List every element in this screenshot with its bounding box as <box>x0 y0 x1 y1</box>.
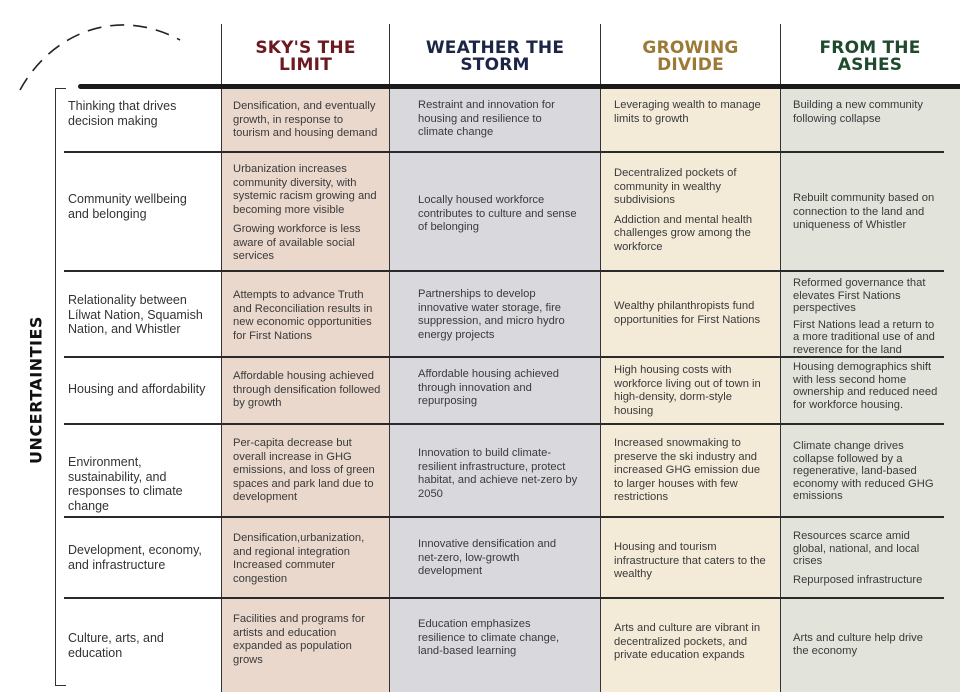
row-divider <box>64 151 944 153</box>
cell-weather-relationality: Partnerships to develop innovative water storage, fire suppression, and micro hydro energy projects <box>418 288 565 341</box>
cell-ashes-environment: Climate change drives collapse followed by a regenerative, land-based economy with reduced GHG emissions <box>793 440 934 502</box>
row-label-decision-making: Thinking that drives decision making <box>68 99 177 128</box>
cell-sky-culture: Facilities and programs for artists and education expanded as population grows <box>233 613 365 666</box>
cell-growing-environment: Increased snowmaking to preserve the ski industry and increased GHG emission due to larger houses with few restrictions <box>614 437 761 503</box>
cell-weather-environment: Innovation to build climate-resilient infrastructure, protect habitat, and achieve net-zero by 2050 <box>418 447 578 500</box>
cell-growing-housing: High housing costs with workforce living out of town in high-density, dorm-style housing <box>614 364 761 417</box>
row-label-housing: Housing and affordability <box>68 382 206 396</box>
header-rule <box>78 84 960 89</box>
row-label-culture: Culture, arts, and education <box>68 631 164 660</box>
cell-growing-decision: Leveraging wealth to manage limits to growth <box>614 99 761 125</box>
cell-growing-relationality: Wealthy philanthropists fund opportunities for First Nations <box>614 300 761 326</box>
cell-growing-culture: Arts and culture are vibrant in decentralized pockets, and private education expands <box>614 622 761 661</box>
cell-growing-development: Housing and tourism infrastructure that caters to the wealthy <box>614 541 766 580</box>
row-label-environment: Environment, sustainability, and responses to climate change <box>68 455 183 513</box>
cell-weather-culture: Education emphasizes resilience to climate change, land-based learning <box>418 618 560 657</box>
column-divider <box>600 24 601 692</box>
row-divider <box>64 516 944 518</box>
cell-sky-community: Urbanization increases community diversity, with systemic racism growing and becoming more visible Growing workforce is less aware of available social services <box>233 163 377 262</box>
row-divider <box>64 423 944 425</box>
cell-sky-decision: Densification, and eventually growth, in response to tourism and housing demand <box>233 100 378 139</box>
row-label-development: Development, economy, and infrastructure <box>68 543 202 572</box>
scenario-header-sky: SKY'S THE LIMIT <box>255 38 356 75</box>
cell-sky-environment: Per-capita decrease but overall increase in GHG emissions, and loss of green spaces and park land due to development <box>233 437 375 503</box>
row-divider <box>64 597 944 599</box>
scenario-header-weather: WEATHER THE STORM <box>425 38 565 75</box>
cell-ashes-culture: Arts and culture help drive the economy <box>793 632 923 657</box>
row-divider <box>64 270 944 272</box>
cell-weather-development: Innovative densification and net-zero, low-growth development <box>418 538 557 577</box>
row-label-relationality: Relationality between Lílwat Nation, Squamish Nation, and Whistler <box>68 293 203 336</box>
cell-ashes-housing: Housing demographics shift with less second home ownership and reduced need for workforce housing. <box>793 361 938 411</box>
column-divider <box>780 24 781 692</box>
cell-weather-community: Locally housed workforce contributes to culture and sense of belonging <box>418 194 577 233</box>
cell-sky-development: Densification,urbanization, and regional integration Increased commuter congestion <box>233 532 365 585</box>
column-divider <box>221 24 222 692</box>
cell-growing-community: Decentralized pockets of community in wealthy subdivisions Addiction and mental health challenges grow among the workforce <box>614 167 753 253</box>
row-divider <box>64 356 944 358</box>
cell-ashes-development: Resources scarce amid global, national, and local crises Repurposed infrastructure <box>793 530 923 586</box>
cell-ashes-decision: Building a new community following collapse <box>793 99 923 125</box>
cell-sky-housing: Affordable housing achieved through densification followed by growth <box>233 370 381 409</box>
cell-weather-housing: Affordable housing achieved through innovation and repurposing <box>418 368 559 407</box>
scenario-header-ashes: FROM THE ASHES <box>819 38 921 75</box>
cell-ashes-relationality: Reformed governance that elevates First Nations perspectives First Nations lead a return to a more traditional use of and reverence for the land <box>793 277 935 356</box>
uncertainties-label: UNCERTAINTIES <box>26 316 46 464</box>
cell-sky-relationality: Attempts to advance Truth and Reconciliation results in new economic opportunities for First Nations <box>233 289 373 342</box>
column-divider <box>389 24 390 692</box>
cell-ashes-community: Rebuilt community based on connection to the land and uniqueness of Whistler <box>793 192 935 231</box>
cell-weather-decision: Restraint and innovation for housing and resilience to climate change <box>418 99 555 138</box>
row-label-community: Community wellbeing and belonging <box>68 192 187 221</box>
scenario-header-growing: GROWING DIVIDE <box>642 38 739 75</box>
